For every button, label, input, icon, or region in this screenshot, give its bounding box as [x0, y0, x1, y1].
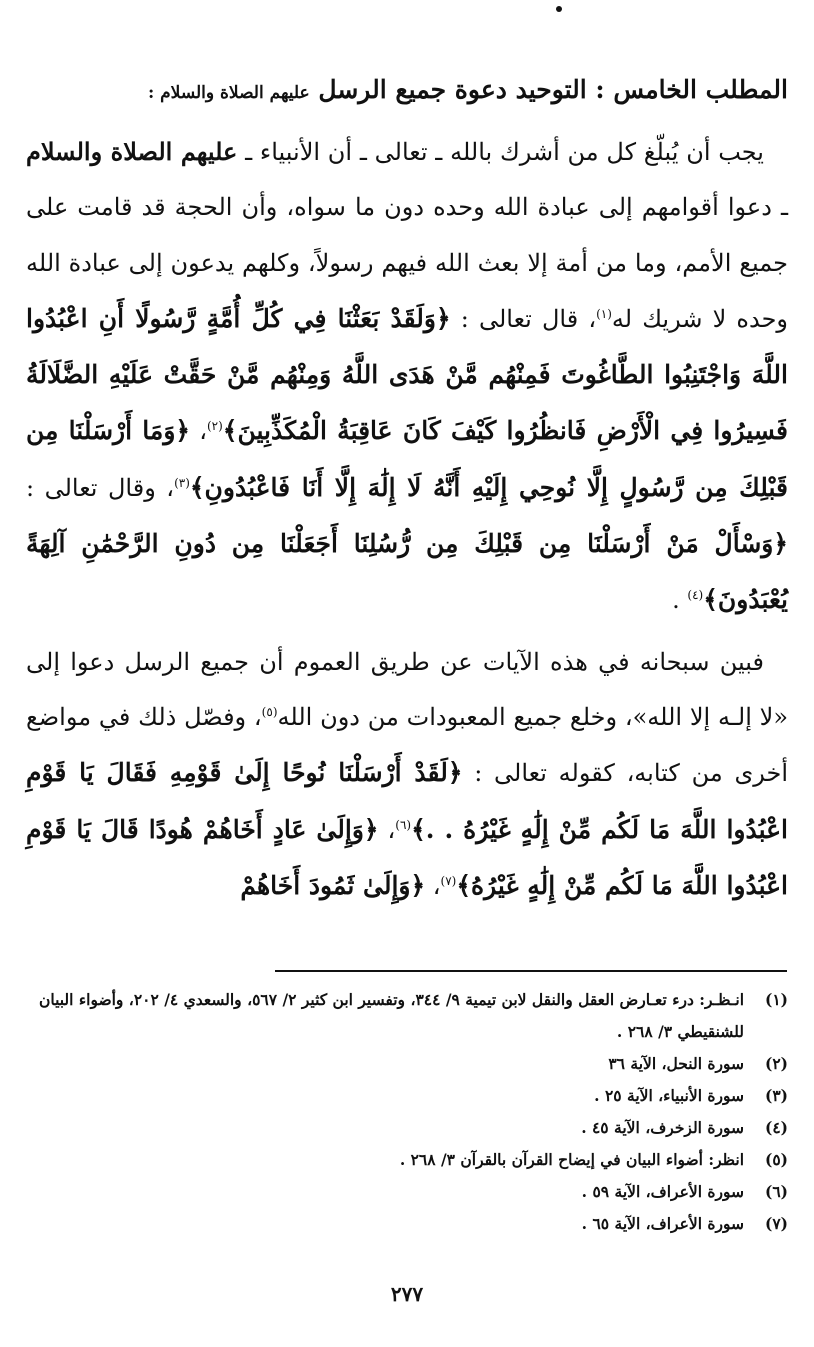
- paragraph-1-text-3: ، قال تعالى :: [460, 304, 597, 333]
- paragraph-2-text-3: ،: [387, 815, 396, 844]
- footnote-ref-4[interactable]: (٤): [687, 588, 704, 603]
- paragraph-1: [26, 124, 788, 629]
- page-mark-dot: [556, 6, 562, 12]
- footnote-ref-7[interactable]: (٧): [440, 873, 457, 888]
- footnote-number: (٦): [764, 1182, 788, 1201]
- paragraph-1-end: .: [672, 586, 680, 615]
- footnote-item: [20, 1208, 788, 1240]
- footnote-ref-1[interactable]: (١): [596, 306, 612, 321]
- footnote-text: سورة الأنبياء، الآية ٢٥ .: [594, 1086, 744, 1105]
- paragraph-2-text-4: ،: [432, 871, 441, 900]
- footnote-item: [20, 1144, 788, 1176]
- heading-suffix: عليهم الصلاة والسلام :: [147, 83, 310, 103]
- footnote-item: [20, 1080, 788, 1112]
- body-text: [26, 124, 788, 914]
- paragraph-1-text-2: ـ دعوا أقوامهم إلى عبادة الله وحده دون ما سواه، وأن الحجة قد قامت على جميع الأمم، وما من أمة إلا بعث الله فيهم رسولاً، وكلهم يدعون إلى عبادة الله وحده لا شريك له: [26, 193, 788, 333]
- footnote-ref-6[interactable]: (٦): [395, 817, 412, 832]
- footnote-item: [20, 1176, 788, 1208]
- footnotes: [20, 984, 788, 1240]
- paragraph-1-text-5: ، وقال تعالى :: [26, 473, 175, 502]
- footnote-number: (١): [764, 990, 788, 1009]
- footnote-item: [20, 1112, 788, 1144]
- footnote-item: [20, 1048, 788, 1080]
- quran-verse-4: ﴿لَقَدْ أَرْسَلْنَا نُوحًا إِلَىٰ قَوْمِهِ فَقَالَ يَا قَوْمِ اعْبُدُوا اللَّهَ مَا لَكُم مِّنْ إِلَٰهٍ غَيْرُهُ . .﴾: [26, 758, 788, 844]
- footnote-divider: [275, 970, 787, 972]
- quran-verse-1: ﴿وَلَقَدْ بَعَثْنَا فِي كُلِّ أُمَّةٍ رَّسُولًا أَنِ اعْبُدُوا اللَّهَ وَاجْتَنِبُوا الطَّاغُوتَ فَمِنْهُم مَّنْ هَدَى اللَّهُ وَمِنْهُم مَّنْ حَقَّتْ عَلَيْهِ الضَّلَالَةُ فَسِيرُوا فِي الْأَرْضِ فَانظُرُوا كَيْفَ كَانَ عَاقِبَةُ الْمُكَذِّبِينَ﴾: [26, 303, 788, 446]
- footnote-ref-5[interactable]: (٥): [261, 704, 278, 719]
- footnote-number: (٢): [764, 1054, 788, 1073]
- footnote-number: (٤): [764, 1118, 788, 1137]
- footnote-ref-3[interactable]: (٣): [174, 475, 190, 490]
- footnote-number: (٧): [764, 1214, 788, 1233]
- footnote-text: سورة الأعراف، الآية ٥٩ .: [581, 1182, 744, 1201]
- paragraph-1-text-1: يجب أن يُبلّغ كل من أشرك بالله ـ تعالى ـ أن الأنبياء ـ: [245, 138, 764, 166]
- paragraph-2-text-2: ، وفصّل ذلك في مواضع أخرى من كتابه، كقوله تعالى :: [26, 702, 788, 788]
- paragraph-1-text-4: ،: [199, 417, 207, 446]
- footnote-number: (٣): [764, 1086, 788, 1105]
- footnote-text: سورة الأعراف، الآية ٦٥ .: [581, 1214, 744, 1233]
- footnote-text: انـظـر: درء تعـارض العقل والنقل لابن تيمية ٩/ ٣٤٤، وتفسير ابن كثير ٢/ ٥٦٧، والسعدي ٤/ ٢٠٢، وأضواء البيان للشنقيطي ٣/ ٢٦٨ .: [38, 990, 744, 1041]
- footnote-text: انظر: أضواء البيان في إيضاح القرآن بالقرآن ٣/ ٢٦٨ .: [399, 1150, 744, 1169]
- footnote-number: (٥): [764, 1150, 788, 1169]
- paragraph-2-text-1: فبين سبحانه في هذه الآيات عن طريق العموم أن جميع الرسل دعوا إلى «لا إلـه إلا الله»، وخلع جميع المعبودات من دون الله: [26, 647, 789, 731]
- quran-verse-6: ﴿وَإِلَىٰ ثَمُودَ أَخَاهُمْ: [240, 870, 426, 900]
- heading-main: المطلب الخامس : التوحيد دعوة جميع الرسل: [318, 75, 788, 104]
- section-heading: [28, 68, 788, 115]
- paragraph-2: [26, 635, 788, 914]
- quran-verse-5: ﴿وَإِلَىٰ عَادٍ أَخَاهُمْ هُودًا قَالَ يَا قَوْمِ اعْبُدُوا اللَّهَ مَا لَكُم مِّنْ إِلَٰهٍ غَيْرُهُ﴾: [26, 814, 788, 900]
- footnote-text: سورة النحل، الآية ٣٦: [608, 1054, 744, 1073]
- quran-verse-3: ﴿وَسْأَلْ مَنْ أَرْسَلْنَا مِن قَبْلِكَ مِن رُّسُلِنَا أَجَعَلْنَا مِن دُونِ الرَّحْمَٰنِ آلِهَةً يُعْبَدُونَ﴾: [26, 529, 788, 615]
- footnote-text: سورة الزخرف، الآية ٤٥ .: [581, 1118, 744, 1137]
- paragraph-1-blessing: عليهم الصلاة والسلام: [26, 137, 238, 166]
- quran-verse-2: ﴿وَمَا أَرْسَلْنَا مِن قَبْلِكَ مِن رَّسُولٍ إِلَّا نُوحِي إِلَيْهِ أَنَّهُ لَا إِلَٰهَ إِلَّا أَنَا فَاعْبُدُونِ﴾: [26, 416, 789, 502]
- footnote-ref-2[interactable]: (٢): [206, 419, 223, 434]
- footnote-item: [20, 984, 788, 1048]
- page-number: ٢٧٧: [390, 1282, 424, 1306]
